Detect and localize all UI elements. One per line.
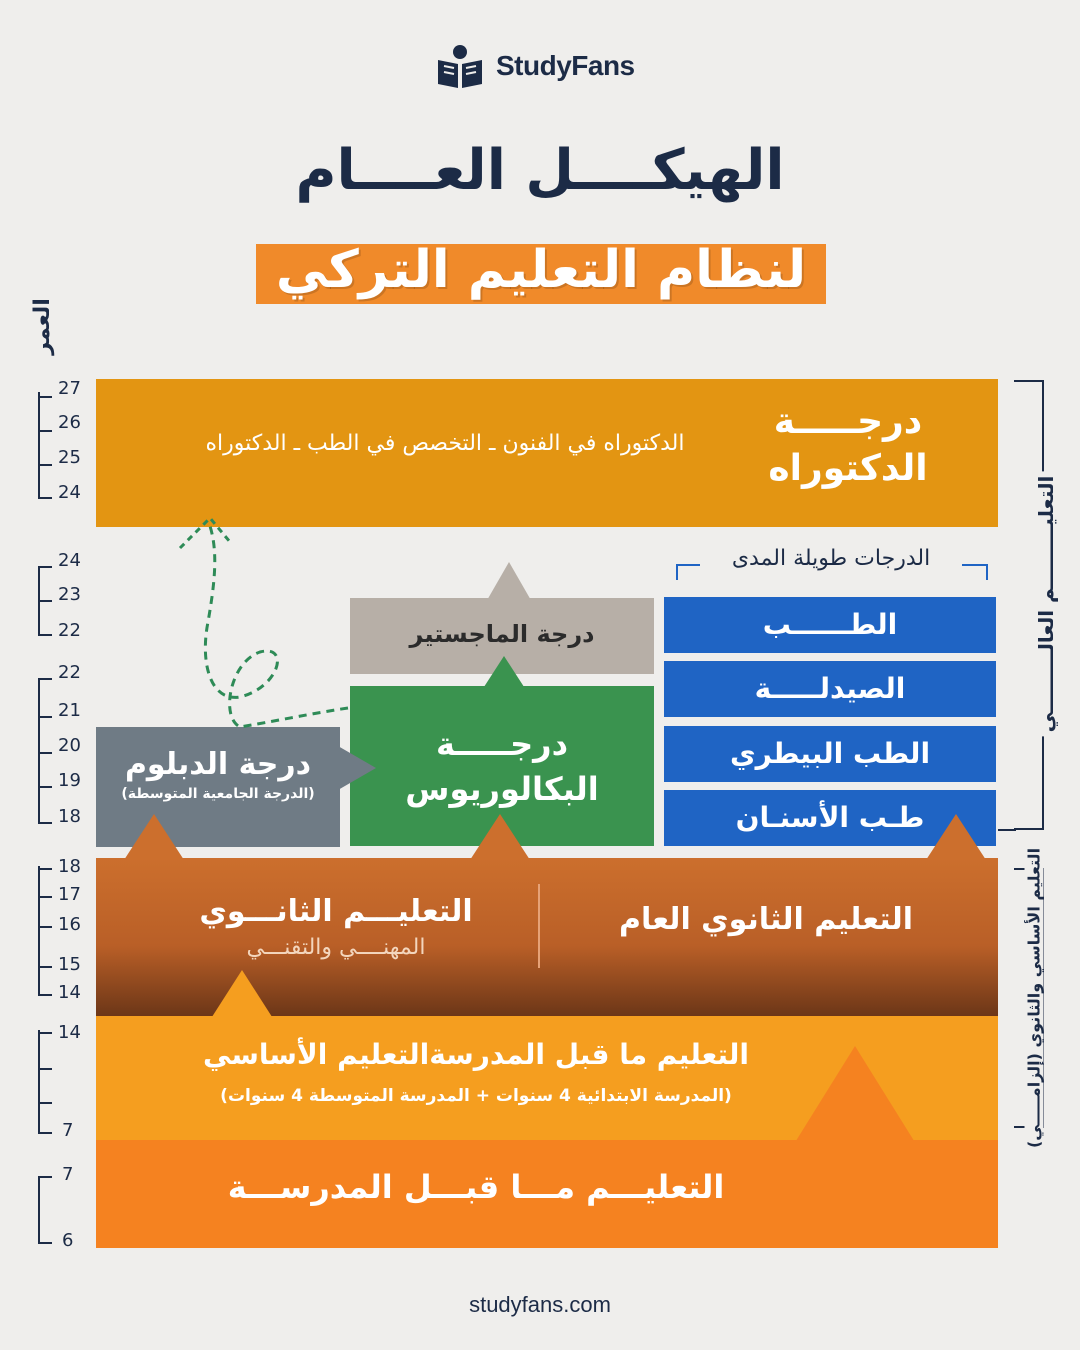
logo-text: StudyFans: [496, 50, 635, 81]
bracket-tick: [38, 752, 52, 754]
logo: [432, 38, 652, 94]
degree-dentistry: طـب الأسنـان: [664, 790, 996, 846]
divider: [538, 884, 540, 968]
triangle-pointer-icon: [124, 814, 184, 860]
bracket-tick: [38, 497, 52, 499]
bachelor-block: درجـــــة البكالوريوس: [350, 686, 654, 846]
age-tick: 14: [58, 1022, 81, 1043]
bracket-tick: [38, 868, 52, 870]
bracket-tick: [38, 1068, 52, 1070]
page-subtitle: لنظام التعليم التركي: [275, 240, 807, 300]
doctorate-desc: الدكتوراه في الفنون ـ التخصص في الطب ـ الدكتوراه: [205, 431, 685, 456]
long-degrees-label: الدرجات طويلة المدى: [700, 546, 962, 571]
bracket-tick: [38, 786, 52, 788]
age-tick: 24: [58, 482, 81, 503]
triangle-pointer-icon: [926, 814, 986, 860]
age-bracket-6: [38, 1176, 40, 1244]
degree-medicine: الطــــــب: [664, 597, 996, 653]
doctorate-title: درجـــــة الدكتوراه: [768, 401, 928, 489]
age-tick: 15: [58, 954, 81, 975]
bracket-tick: [38, 896, 52, 898]
basic-sub: (المدرسة الابتدائية 4 سنوات + المدرسة المتوسطة 4 سنوات): [220, 1086, 732, 1106]
bracket-tick: [38, 678, 52, 680]
age-tick: 21: [58, 700, 81, 721]
bracket-tick: [38, 566, 52, 568]
age-tick: 18: [58, 806, 81, 827]
preschool-title: التعليـــم مـــا قبـــل المدرســـة: [227, 1168, 725, 1206]
doctorate-block: [96, 379, 998, 527]
age-tick: 18: [58, 856, 81, 877]
triangle-pointer-icon: [794, 1046, 916, 1144]
degree-pharmacy: الصيدلـــــة: [664, 661, 996, 717]
bracket-tick: [38, 1102, 52, 1104]
bracket-tick: [38, 966, 52, 968]
bracket-tick: [38, 600, 52, 602]
axis-title: [22, 300, 62, 360]
age-tick: 6: [62, 1230, 74, 1251]
higher-ed-label: التعليـــــــــم العالـــــــــي: [1034, 472, 1058, 737]
basic-title: التعليم ما قبل المدرسةالتعليم الأساسي: [203, 1038, 749, 1071]
degree-veterinary: الطب البيطري: [664, 726, 996, 782]
age-tick: 26: [58, 412, 81, 433]
bracket-tick: [38, 430, 52, 432]
age-tick: 19: [58, 770, 81, 791]
bracket-tick: [38, 716, 52, 718]
age-tick: 17: [58, 884, 81, 905]
triangle-pointer-icon: [210, 970, 274, 1020]
age-bracket-5: [38, 1030, 40, 1134]
bracket-tick: [38, 822, 52, 824]
age-tick: 24: [58, 550, 81, 571]
vocational-sub: المهنــــي والتقنـــي: [246, 935, 426, 960]
age-bracket-1: [38, 392, 40, 498]
footer-url[interactable]: studyfans.com: [469, 1292, 611, 1317]
triangle-pointer-icon: [470, 814, 530, 860]
age-tick: 7: [62, 1120, 74, 1141]
age-tick: 23: [58, 584, 81, 605]
age-tick: 25: [58, 447, 81, 468]
bracket-tick: [38, 994, 52, 996]
age-bracket-4: [38, 866, 40, 996]
preschool-block: [96, 1140, 998, 1248]
age-tick: 20: [58, 735, 81, 756]
age-tick: 14: [58, 982, 81, 1003]
bracket-tick: [38, 1032, 52, 1034]
dashed-arrow-icon: [170, 512, 360, 732]
triangle-pointer-icon: [338, 746, 376, 790]
bracket-tick: [38, 396, 52, 398]
age-tick: 16: [58, 914, 81, 935]
triangle-pointer-icon: [482, 656, 526, 690]
age-tick: 22: [58, 662, 81, 683]
vocational-title: التعليـــم الثانـــوي: [199, 894, 473, 929]
diploma-sub: (الدرجة الجامعية المتوسطة): [121, 786, 315, 802]
triangle-pointer-icon: [486, 562, 532, 602]
bracket-tick: [38, 1132, 52, 1134]
general-secondary: التعليم الثانوي العام: [619, 902, 913, 937]
diploma-title: درجة الدبلوم: [124, 747, 312, 782]
axis-label: العمر: [29, 298, 55, 355]
age-tick: 7: [62, 1164, 74, 1185]
basic-secondary-label: التعليم الأساسي والثانوي (إلزامـــــي): [1025, 844, 1044, 1152]
bracket-tick: [38, 1242, 52, 1244]
book-reader-logo-icon: [432, 42, 488, 90]
master-block: درجة الماجستير: [350, 598, 654, 674]
bracket-arm: [998, 829, 1016, 831]
bracket-tick: [38, 464, 52, 466]
age-tick: 27: [58, 378, 81, 399]
age-tick: 22: [58, 620, 81, 641]
vocational-secondary: [136, 894, 536, 960]
bracket-tick: [38, 1176, 52, 1178]
age-bracket-3: [38, 678, 40, 824]
bracket-tick: [38, 634, 52, 636]
bracket-tick: [38, 926, 52, 928]
page-title: الهيكــــل العــــام: [295, 138, 785, 203]
